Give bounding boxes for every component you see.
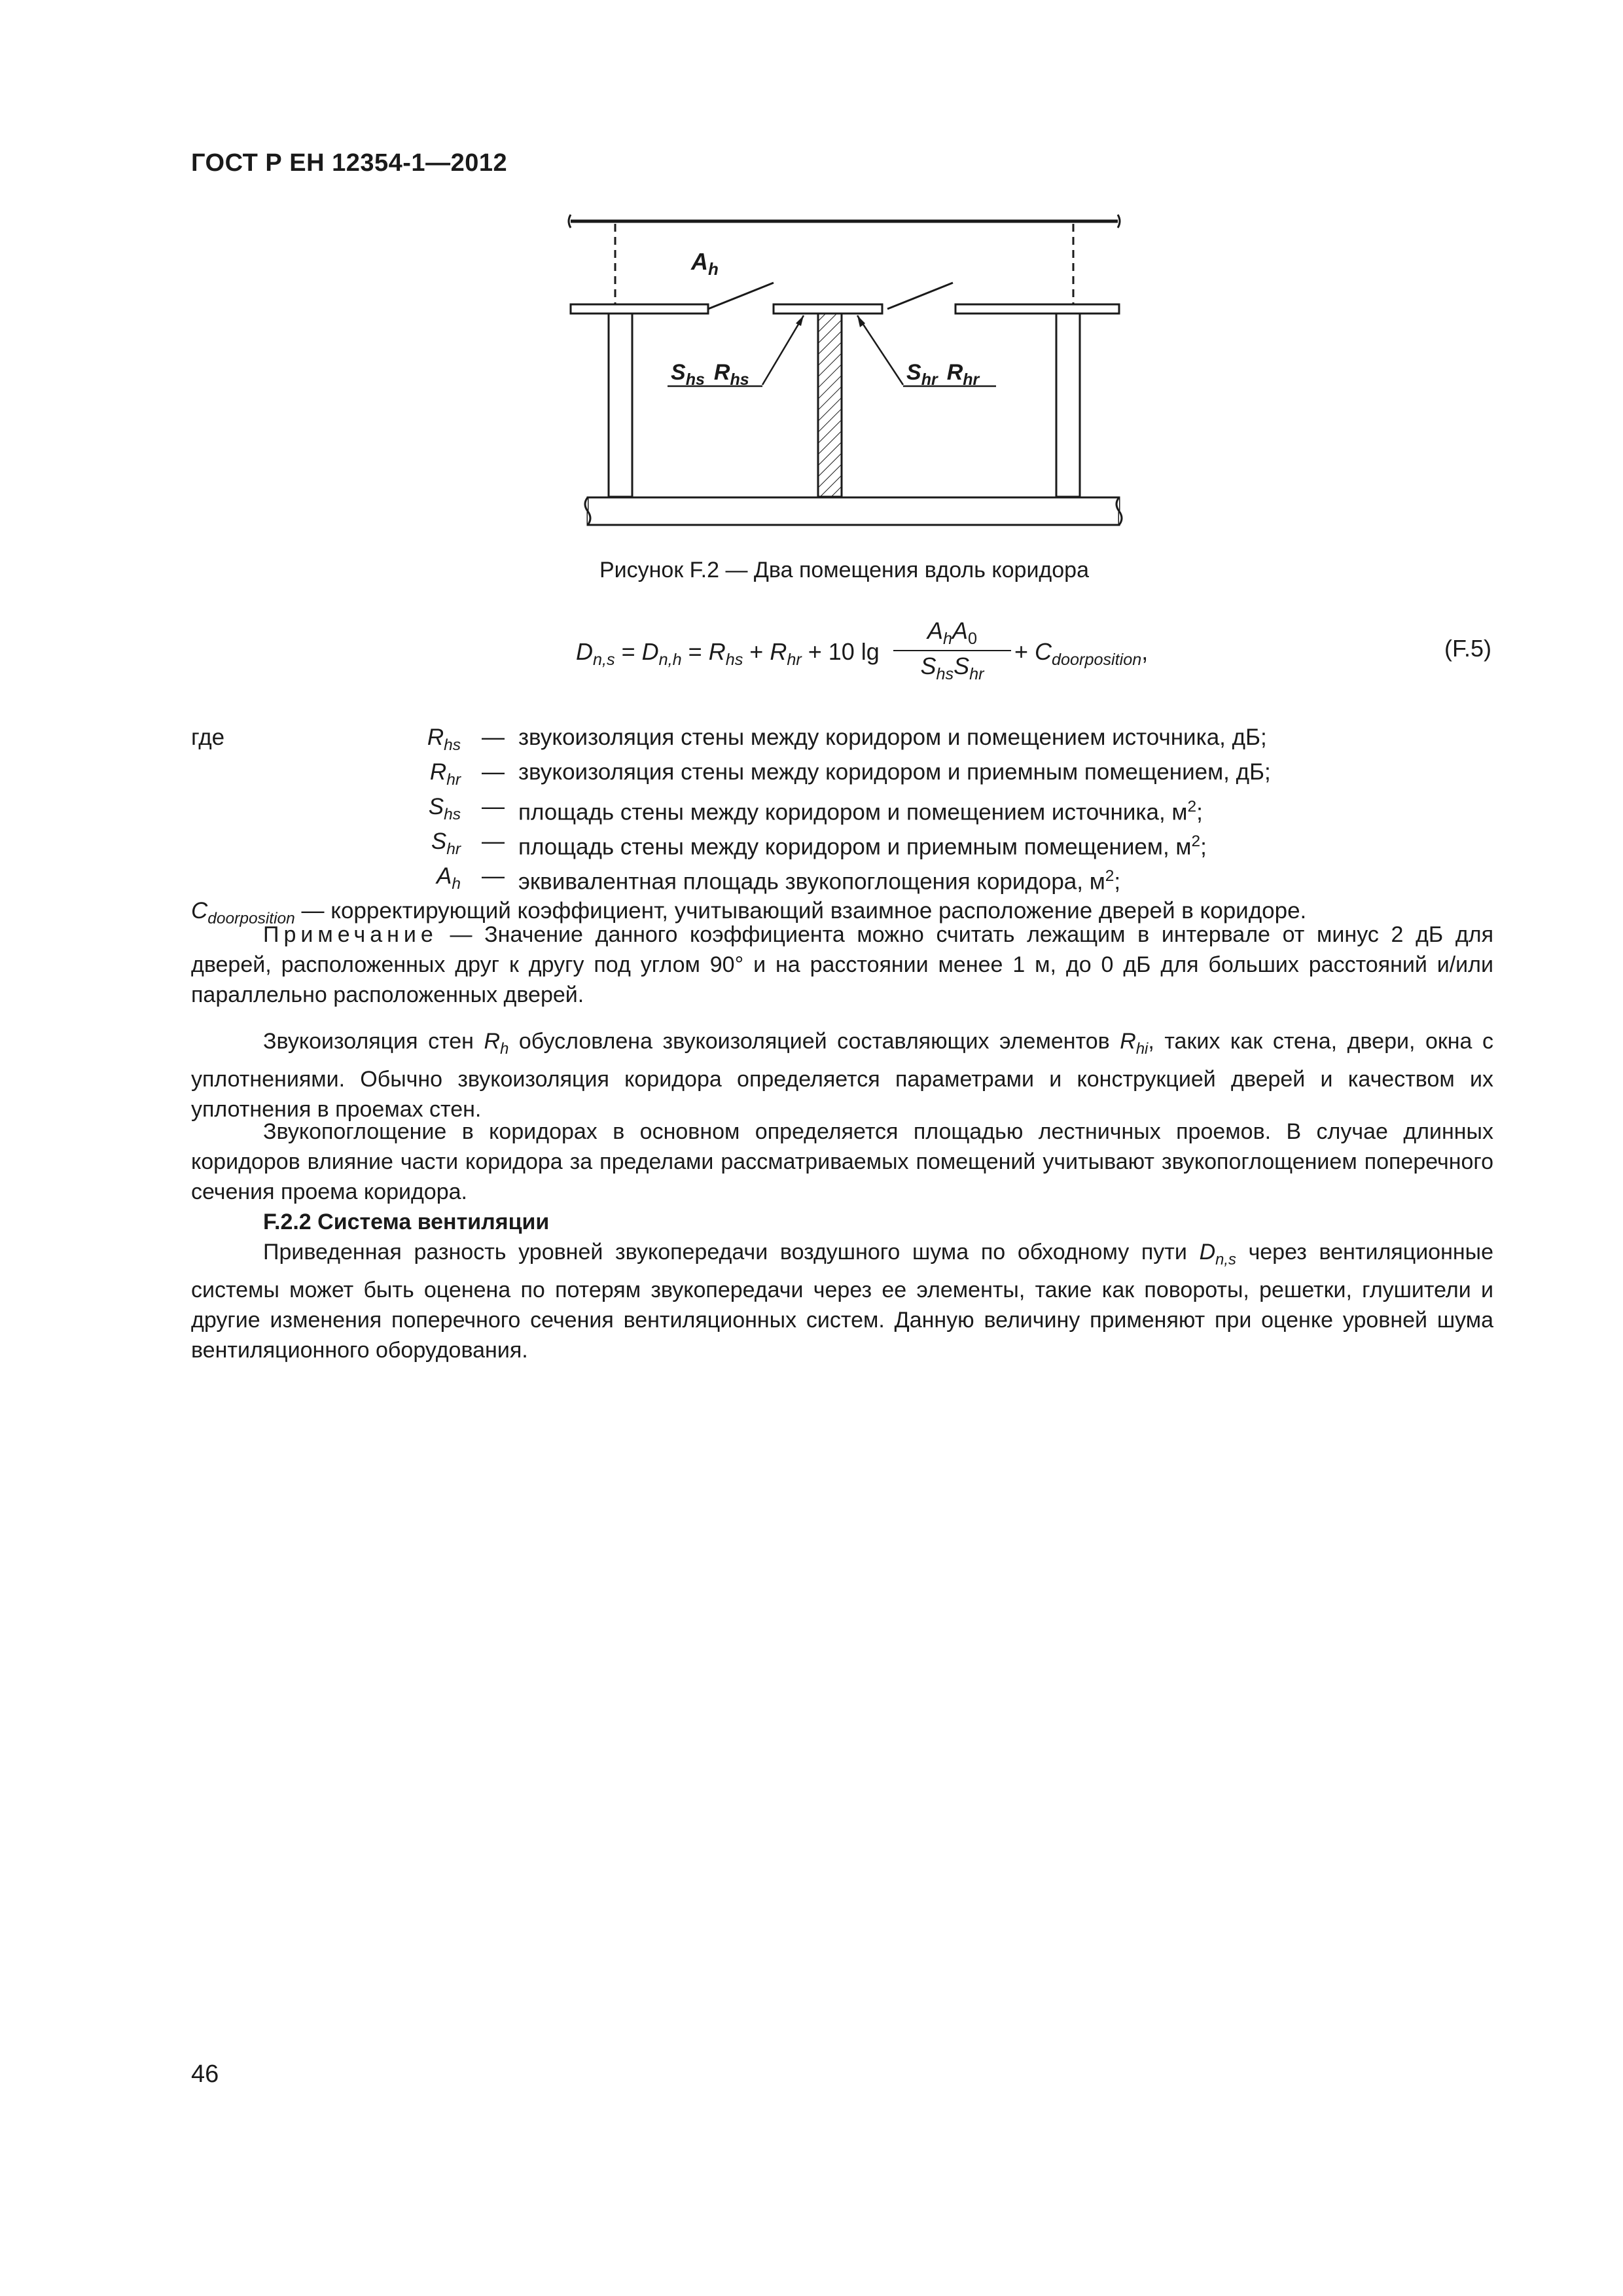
paragraph: Звукоизоляция стен $R_h$ обусловлена звукоизоляцией составляющих элементов $R_{hi}$, таких как стена, двери, окна с уплотнениями. Обычно звукоизоляция коридора определяется параметрами и конструкцией дверей и качеством их уплотнения в проемах стен. [191,1029,1494,1122]
section-heading: F.2.2 Система вентиляции [263,1210,550,1234]
definition-item: где $R_{hs}$ — звукоизоляция стены между коридором и помещением источника, дБ; [191,725,1267,754]
formula-f5: $D_{n,s} = D_{n,h} = R_{hs} + R_{hr} + 10$ lg $A_hA_0$ $S_{hs}S_{hr}$ + $C_{doorposition}$, [576,617,1149,684]
definition-item: $S_{hs}$ — площадь стены между коридором и помещением источника, $м^2$; [428,794,1203,825]
document-header: ГОСТ Р ЕН 12354-1—2012 [191,149,508,177]
definition-item: $A_h$ — эквивалентная площадь звукопоглощения коридора, $м^2$; [437,863,1121,895]
label-shr-rhr: $S_{hr}$ $R_{hr}$ [906,360,980,389]
formula-fraction: $A_hA_0$ $S_{hs}S_{hr}$ [893,617,1011,684]
definition-item: $R_{hr}$ — звукоизоляция стены между коридором и приемным помещением, дБ; [429,759,1271,789]
paragraph: Приведенная разность уровней звукопередачи воздушного шума по обходному пути $D_{n,s}$ через вентиляционные системы может быть оценена по потерям звукопередачи через ее элементы, такие как повороты, решетки, глушители и другие изменения поперечного сечения вентиляционных систем. Данную величину применяют при оценке уровней шума вентиляционного оборудования. [191,1240,1493,1363]
label-shs-rhs: $S_{hs}$ $R_{hs}$ [671,360,749,389]
definition-item: $C_{doorposition}$ — корректирующий коэффициент, учитывающий взаимное расположение дверей в коридоре. [191,898,1307,927]
door-right [887,283,953,309]
label-ah: $A_h$ [691,248,719,279]
definitions-list [191,720,1500,928]
page-number: 46 [191,2060,219,2088]
note-paragraph: Примечание — Значение данного коэффициента можно считать лежащим в интервале от минус 2 дБ для дверей, расположенных друг к другу под углом 90° и на расстоянии менее 1 м, до 0 дБ для больших расстояний и/или параллельно расположенных дверей. [191,922,1493,1007]
figure-caption: Рисунок F.2 — Два помещения вдоль коридора [599,558,1090,583]
separating-wall [818,314,842,497]
door-left [708,283,774,309]
definition-item: $S_{hr}$ — площадь стены между коридором и приемным помещением, $м^2$; [431,829,1207,860]
paragraph: Звукопоглощение в коридорах в основном определяется площадью лестничных проемов. В случае длинных коридоров влияние части коридора за пределами рассматриваемых помещений учитывают звукопоглощением поперечного сечения проема коридора. [191,1119,1493,1204]
equation-number: (F.5) [1444,635,1491,662]
corridor-diagram [563,209,1139,543]
